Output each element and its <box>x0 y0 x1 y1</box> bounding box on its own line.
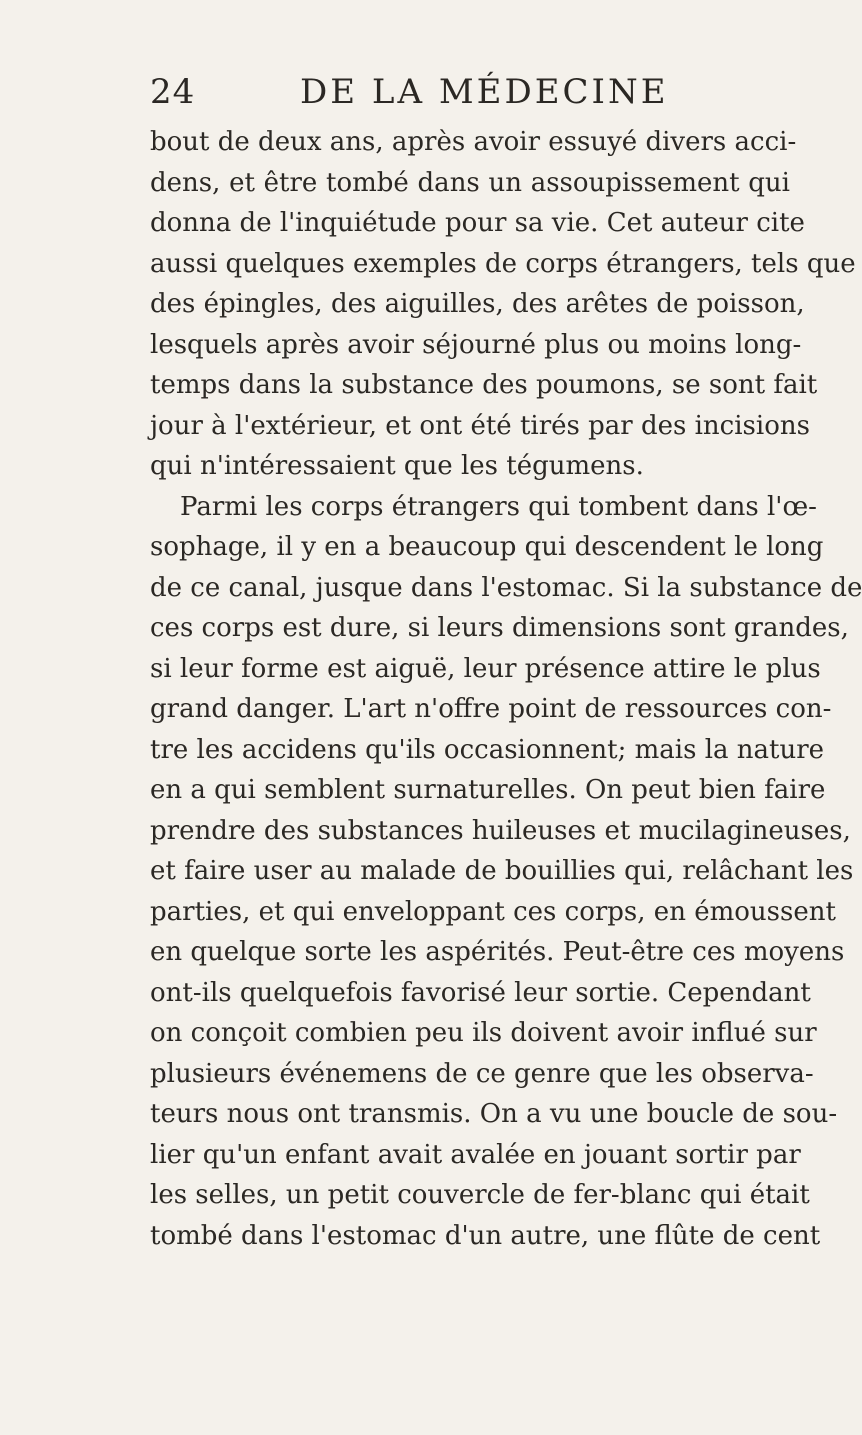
text-line: plusieurs événemens de ce genre que les observa- <box>150 1058 814 1089</box>
text-line: et faire user au malade de bouillies qui, relâchant les <box>150 856 854 886</box>
running-head: DE LA MÉDECINE <box>300 72 669 112</box>
text-line: en quelque sorte les aspérités. Peut-être ces moyens <box>150 937 845 967</box>
text-line: les selles, un petit couvercle de fer-blanc qui était <box>150 1180 810 1210</box>
text-line: dens, et être tombé dans un assoupissement qui <box>150 167 790 198</box>
text-line: sophage, il y en a beaucoup qui descendent le long <box>150 532 824 562</box>
text-line: des épingles, des aiguilles, des arêtes de poisson, <box>150 289 805 319</box>
text-line: tombé dans l'estomac d'un autre, une flûte de cent <box>150 1220 821 1251</box>
text-line: teurs nous ont transmis. On a vu une boucle de sou- <box>150 1099 838 1129</box>
text-line: ont-ils quelquefois favorisé leur sortie. Cependant <box>150 977 811 1008</box>
text-line: lier qu'un enfant avait avalée en jouant sortir par <box>150 1139 801 1170</box>
text-line: qui n'intéressaient que les tégumens. <box>150 451 644 481</box>
page-header <box>150 72 790 122</box>
text-line: en a qui semblent surnaturelles. On peut bien faire <box>150 775 826 805</box>
text-line: donna de l'inquiétude pour sa vie. Cet auteur cite <box>150 208 805 238</box>
text-line: parties, et qui enveloppant ces corps, en émoussent <box>150 896 836 927</box>
page-number: 24 <box>150 72 196 112</box>
text-line: aussi quelques exemples de corps étrangers, tels que <box>150 248 856 279</box>
text-line: lesquels après avoir séjourné plus ou moins long- <box>150 329 802 360</box>
text-line: si leur forme est aiguë, leur présence attire le plus <box>150 653 821 684</box>
text-line: prendre des substances huileuses et mucilagineuses, <box>150 815 851 846</box>
text-line: Parmi les corps étrangers qui tombent dans l'œ- <box>180 491 817 522</box>
text-line: grand danger. L'art n'offre point de ressources con- <box>150 694 832 724</box>
text-line: de ce canal, jusque dans l'estomac. Si la substance de <box>150 572 862 603</box>
text-line: ces corps est dure, si leurs dimensions sont grandes, <box>150 613 849 643</box>
text-line: bout de deux ans, après avoir essuyé divers acci- <box>150 127 797 157</box>
text-line: tre les accidens qu'ils occasionnent; mais la nature <box>150 734 825 765</box>
text-line: jour à l'extérieur, et ont été tirés par des incisions <box>150 410 810 441</box>
body-text <box>150 122 862 1256</box>
text-line: on conçoit combien peu ils doivent avoir influé sur <box>150 1018 817 1048</box>
text-line: temps dans la substance des poumons, se sont fait <box>150 370 818 400</box>
